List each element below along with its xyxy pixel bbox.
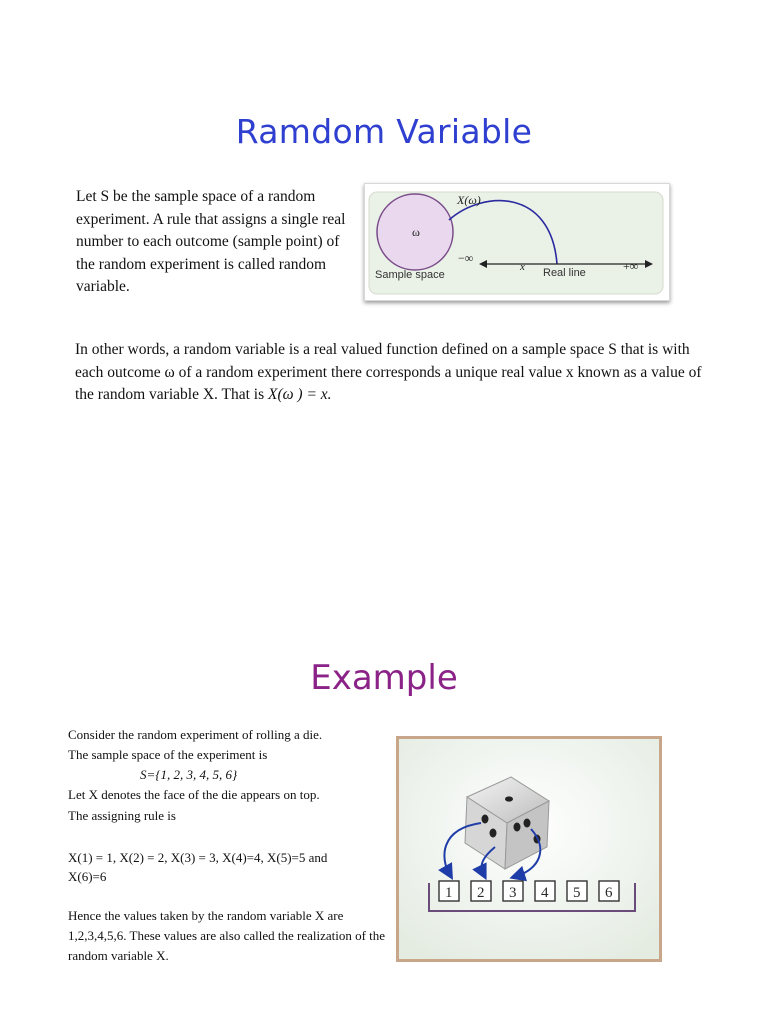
real-line-label: Real line (543, 267, 586, 279)
pos-infinity-label: +∞ (623, 259, 639, 273)
sample-space-mapping-figure (364, 183, 670, 301)
example-line-1: Consider the random experiment of rolling a die. (68, 727, 323, 742)
section-title-random-variable: Ramdom Variable (235, 112, 533, 151)
mapping-label: X(ω) (457, 193, 481, 207)
x-label: x (520, 261, 525, 273)
example-line-4: The assigning rule is (68, 808, 176, 823)
definition-paragraph: Let S be the sample space of a random experiment. A rule that assigns a single real number to each outcome (sample point) of the random experiment is called random variable. (76, 188, 346, 295)
other-words-paragraph: In other words, a random variable is a real valued function defined on a sample space S that is with each outcome ω of a random experiment there corresponds a unique real value x known as a value of the random variable X. That is X(ω ) = x. (75, 341, 702, 403)
die-mapping-figure (396, 736, 662, 962)
formula: X(ω ) = x. (267, 386, 332, 403)
conclusion-paragraph: Hence the values taken by the random variable X are 1,2,3,4,5,6. These values are also called the realization of the random variable X. (68, 908, 386, 963)
value-box-2: 2 (477, 885, 485, 901)
example-line-2: The sample space of the experiment is (68, 747, 268, 762)
value-box-1: 1 (445, 885, 453, 901)
example-line-3: Let X denotes the face of the die appears on top. (68, 787, 320, 802)
omega-symbol: ω (164, 363, 175, 381)
value-box-5: 5 (573, 885, 581, 901)
assigning-rule-1: X(1) = 1, X(2) = 2, X(3) = 3, X(4)=4, X(5)=5 and (68, 850, 328, 865)
omega-label: ω (412, 225, 420, 239)
value-box-6: 6 (605, 885, 613, 901)
assigning-rule-2: X(6)=6 (68, 869, 107, 884)
sample-space-set: S={1, 2, 3, 4, 5, 6} (140, 767, 238, 782)
section-title-example: Example (310, 658, 458, 698)
sample-space-label: Sample space (375, 269, 445, 281)
value-box-4: 4 (541, 885, 549, 901)
value-box-3: 3 (509, 885, 517, 901)
neg-infinity-label: −∞ (458, 251, 474, 265)
